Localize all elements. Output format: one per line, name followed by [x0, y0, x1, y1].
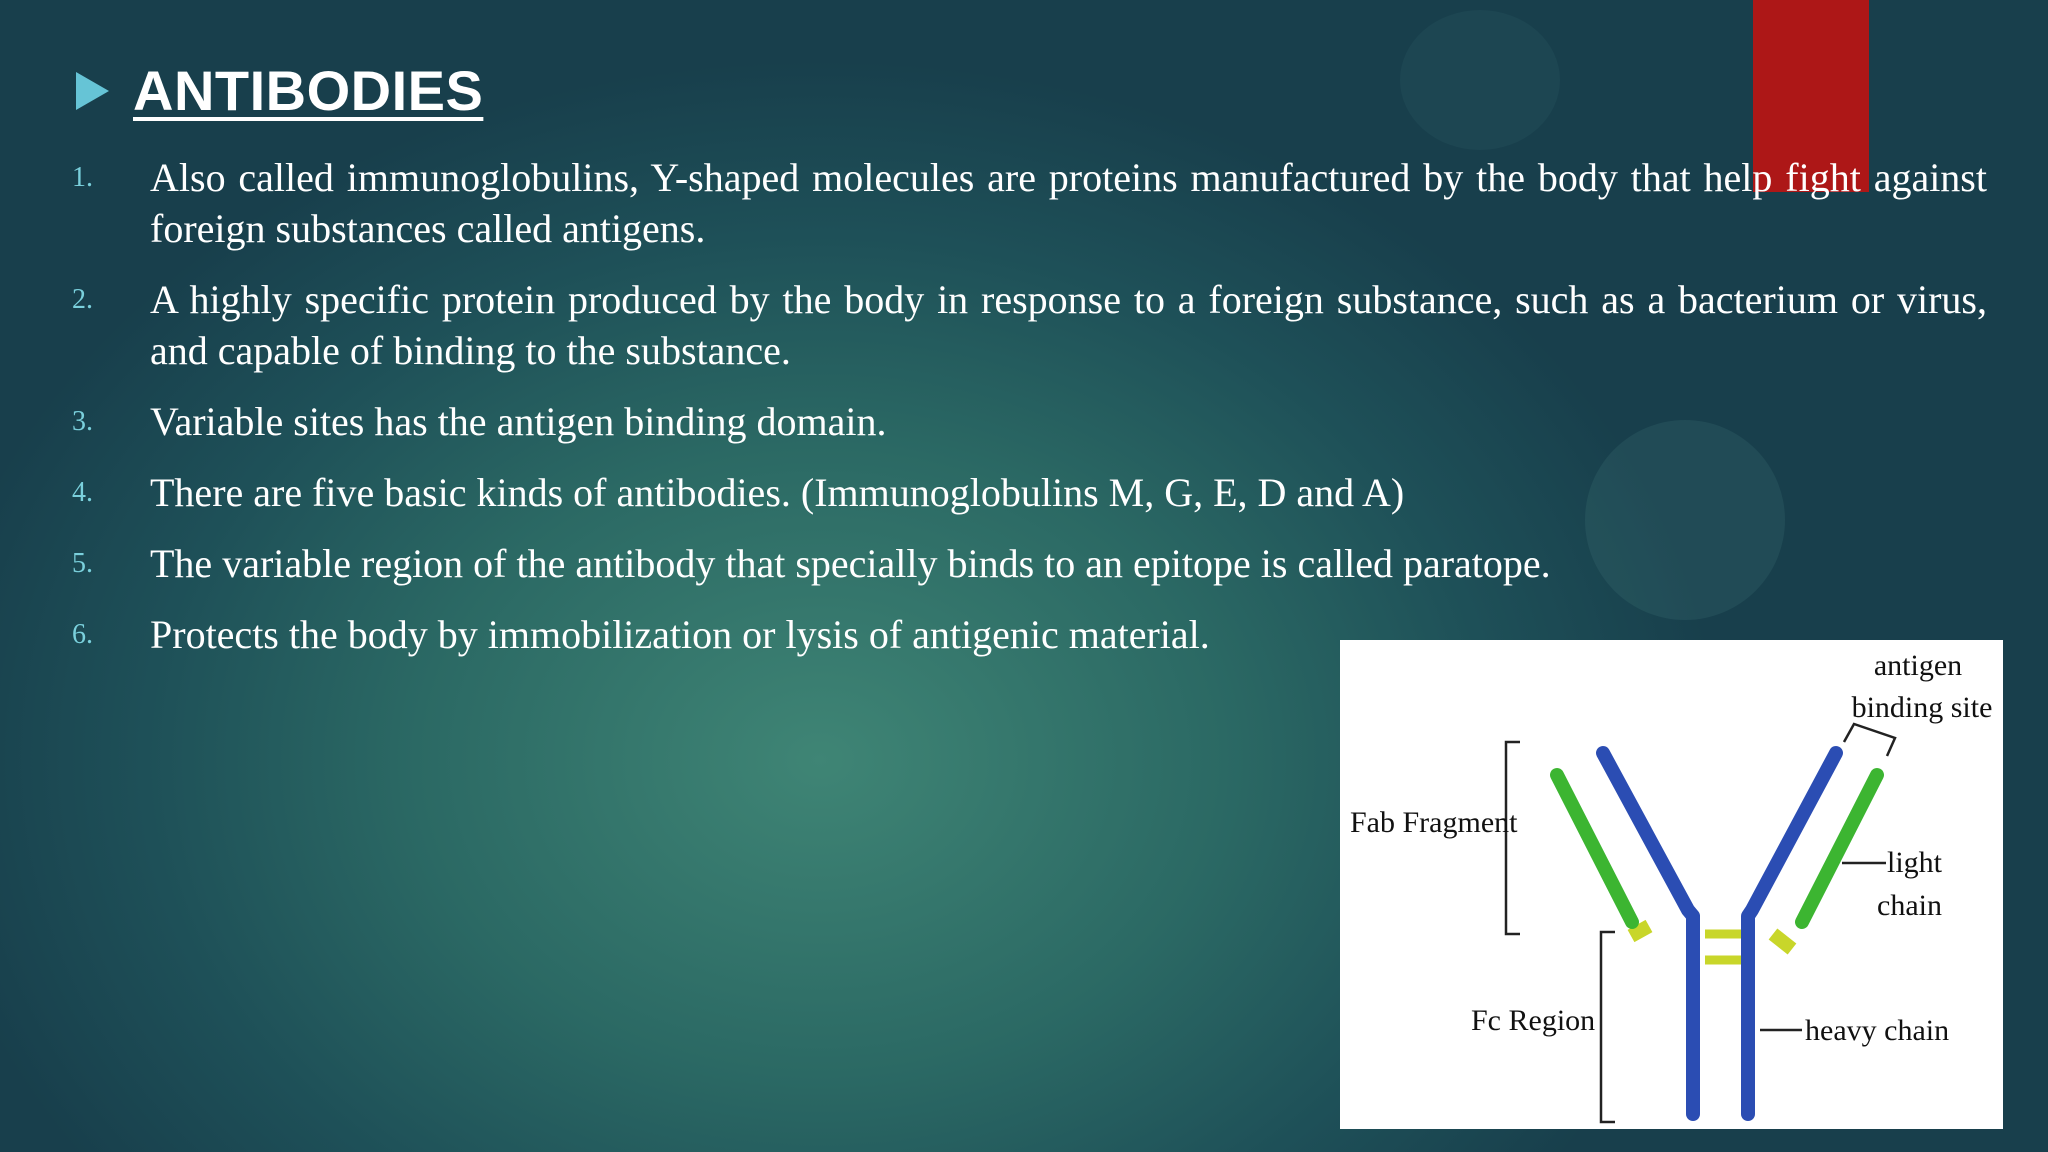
item-number: 3.: [72, 406, 93, 437]
label-light: light: [1887, 846, 1943, 879]
item-number: 4.: [72, 477, 93, 508]
background-glow: [1400, 10, 1560, 150]
title-row: [76, 58, 483, 123]
label-heavy-chain: heavy chain: [1805, 1014, 1950, 1047]
item-text: The variable region of the antibody that specially binds to an epitope is called paratope.: [150, 541, 1551, 586]
list-item: [72, 467, 1987, 518]
slide-title: ANTIBODIES: [133, 59, 484, 122]
item-number: 2.: [72, 284, 93, 315]
heavy-chain-right: [1748, 753, 1836, 1114]
item-number: 6.: [72, 619, 93, 650]
list-item: [72, 274, 1987, 376]
list-item: [72, 396, 1987, 447]
item-number: 5.: [72, 548, 93, 579]
item-text: A highly specific protein produced by the body in response to a foreign substance, such as a bacterium or virus, and capable of binding to the substance.: [150, 277, 1987, 373]
antibody-diagram: [1340, 640, 2003, 1129]
fc-bracket: [1601, 932, 1615, 1122]
label-fab-fragment: Fab Fragment: [1350, 806, 1518, 839]
binding-site-bracket: [1844, 724, 1895, 756]
label-binding-site: binding site: [1851, 691, 1993, 724]
item-text: Also called immunoglobulins, Y-shaped molecules are proteins manufactured by the body that help fight against foreign substances called antigens.: [150, 155, 1987, 251]
item-text: Protects the body by immobilization or lysis of antigenic material.: [150, 612, 1210, 657]
item-text: Variable sites has the antigen binding domain.: [150, 399, 887, 444]
item-text: There are five basic kinds of antibodies. (Immunoglobulins M, G, E, D and A): [150, 470, 1405, 515]
label-fc-region: Fc Region: [1471, 1004, 1596, 1037]
list-item: [72, 152, 1987, 254]
label-antigen: antigen: [1873, 649, 1963, 682]
bullet-list: [72, 152, 1987, 680]
label-chain: chain: [1877, 889, 1942, 922]
item-number: 1.: [72, 162, 93, 193]
list-item: [72, 538, 1987, 589]
disulfide-bond: [1773, 934, 1792, 949]
triangle-bullet-icon: [76, 72, 109, 110]
